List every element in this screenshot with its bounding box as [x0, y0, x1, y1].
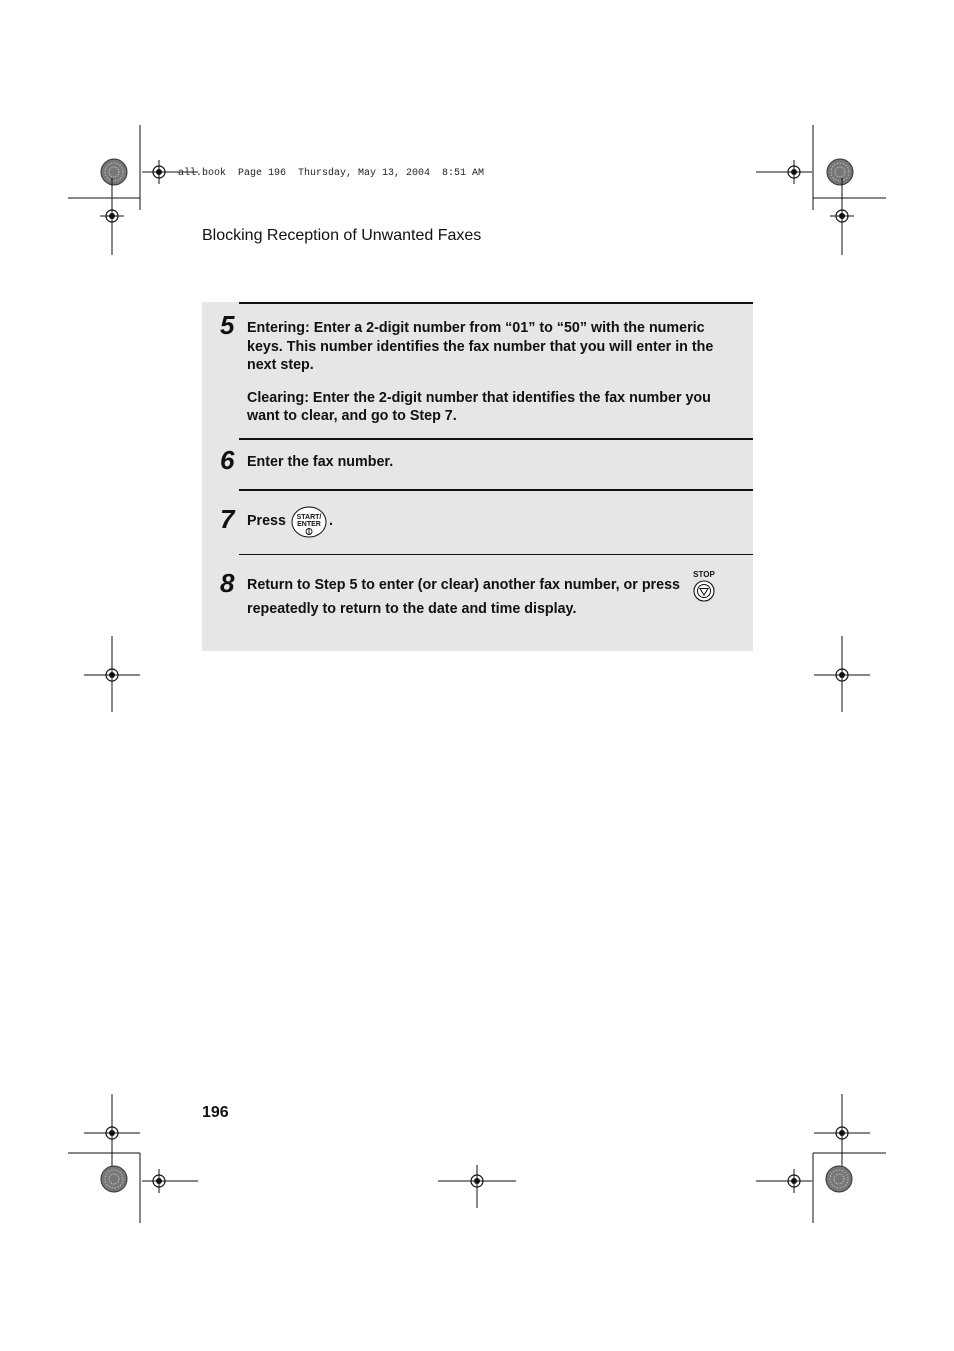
step-8-text-line2: repeatedly to return to the date and time display. [247, 601, 577, 617]
step-divider [239, 554, 753, 555]
step-number: 6 [220, 445, 235, 475]
step-divider [239, 438, 753, 440]
step-8-text-line1: Return to Step 5 to enter (or clear) another fax number, or press [247, 577, 680, 593]
step-5-entering-text: Entering: Enter a 2-digit number from “01” to “50” with the numeric keys. This number identifies the fax number that you will enter in the next step. [247, 320, 714, 373]
start-enter-key-icon [291, 506, 329, 538]
step-divider [239, 489, 753, 491]
step-number: 5 [220, 310, 235, 340]
stop-key-label: STOP [693, 570, 715, 579]
step-number: 8 [220, 568, 235, 598]
step-6-text: Enter the fax number. [247, 454, 394, 470]
book-header-line: all.book Page 196 Thursday, May 13, 2004 8:51 AM [178, 168, 485, 179]
step-7-text-after: . [329, 513, 333, 529]
step-5-clearing-text: Clearing: Enter the 2-digit number that identifies the fax number you want to clear, and go to Step 7. [247, 390, 711, 424]
steps-panel [202, 302, 753, 651]
enter-key-label: ENTER [297, 521, 321, 528]
step-7-text-before: Press [247, 513, 286, 529]
page-number: 196 [202, 1104, 229, 1121]
section-title: Blocking Reception of Unwanted Faxes [202, 227, 482, 244]
step-divider [239, 302, 753, 304]
step-number: 7 [220, 504, 235, 534]
start-key-label: START/ [296, 514, 322, 521]
stop-key-icon [689, 568, 719, 602]
